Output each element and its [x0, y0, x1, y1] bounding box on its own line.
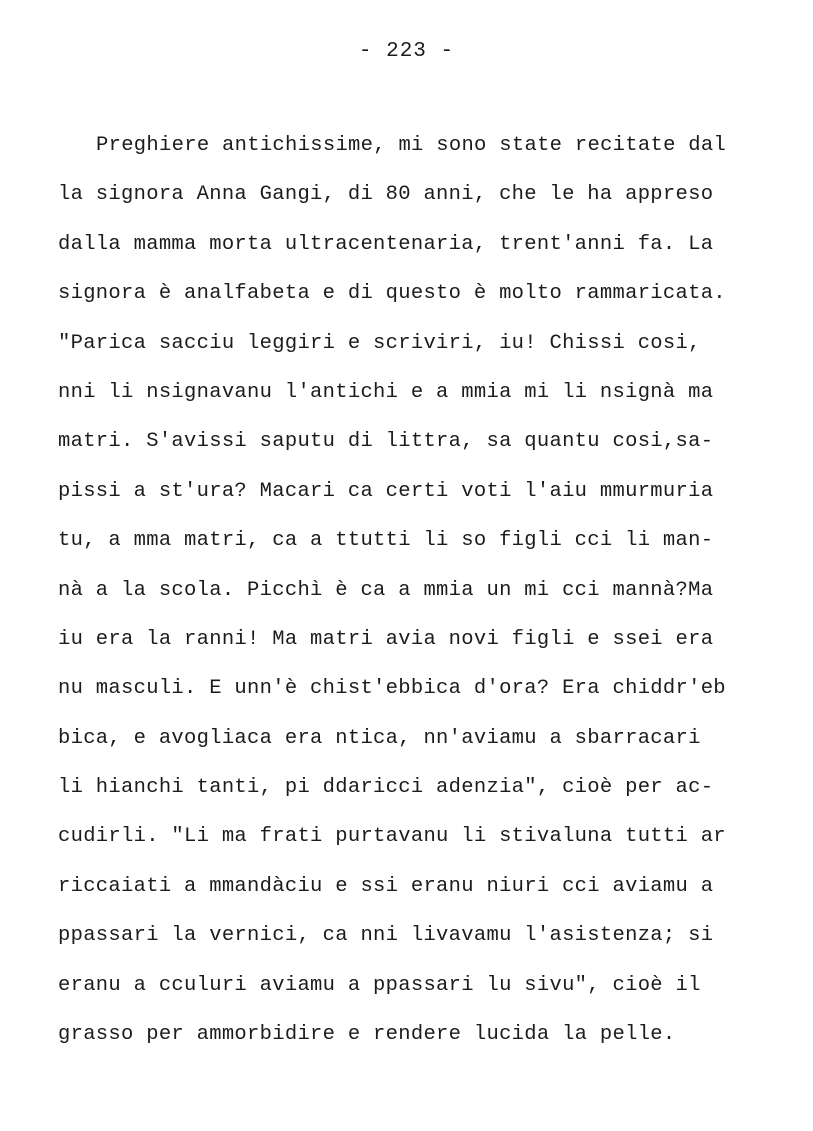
text-line: grasso per ammorbidire e rendere lucida la pelle. [58, 1023, 676, 1047]
text-line: bica, e avogliaca era ntica, nn'aviamu a sbarracari [58, 726, 701, 750]
text-line: iu era la ranni! Ma matri avia novi figli e ssei era [58, 627, 714, 651]
text-line: riccaiati a mmandàciu e ssi eranu niuri cci aviamu a [58, 874, 714, 898]
text-line: nà a la scola. Picchì è ca a mmia un mi cci mannà?Ma [58, 578, 714, 602]
body-text [58, 128, 758, 1066]
text-line: cudirli. "Li ma frati purtavanu li stivaluna tutti ar [58, 825, 726, 849]
text-line: dalla mamma morta ultracentenaria, trent'anni fa. La [58, 232, 714, 256]
page-number: - 223 - [358, 40, 455, 63]
text-line: nni li nsignavanu l'antichi e a mmia mi li nsignà ma [58, 380, 714, 404]
text-line: li hianchi tanti, pi ddaricci adenzia", cioè per ac- [58, 776, 714, 800]
text-line: ppassari la vernici, ca nni livavamu l'asistenza; si [58, 924, 714, 948]
text-line: Preghiere antichissime, mi sono state recitate dal [96, 134, 727, 157]
text-line: la signora Anna Gangi, di 80 anni, che le ha appreso [58, 183, 714, 207]
text-line: tu, a mma matri, ca a ttutti li so figli cci li man- [58, 529, 714, 553]
text-line: signora è analfabeta e di questo è molto rammaricata. [58, 282, 726, 306]
text-line: matri. S'avissi saputu di littra, sa quantu cosi,sa- [58, 430, 714, 454]
text-line: "Parica sacciu leggiri e scriviri, iu! Chissi cosi, [58, 331, 701, 355]
text-line: nu masculi. E unn'è chist'ebbica d'ora? Era chiddr'eb [58, 677, 726, 701]
text-line: eranu a cculuri aviamu a ppassari lu sivu", cioè il [58, 973, 701, 997]
text-line: pissi a st'ura? Macari ca certi voti l'aiu mmurmuria [58, 479, 714, 503]
